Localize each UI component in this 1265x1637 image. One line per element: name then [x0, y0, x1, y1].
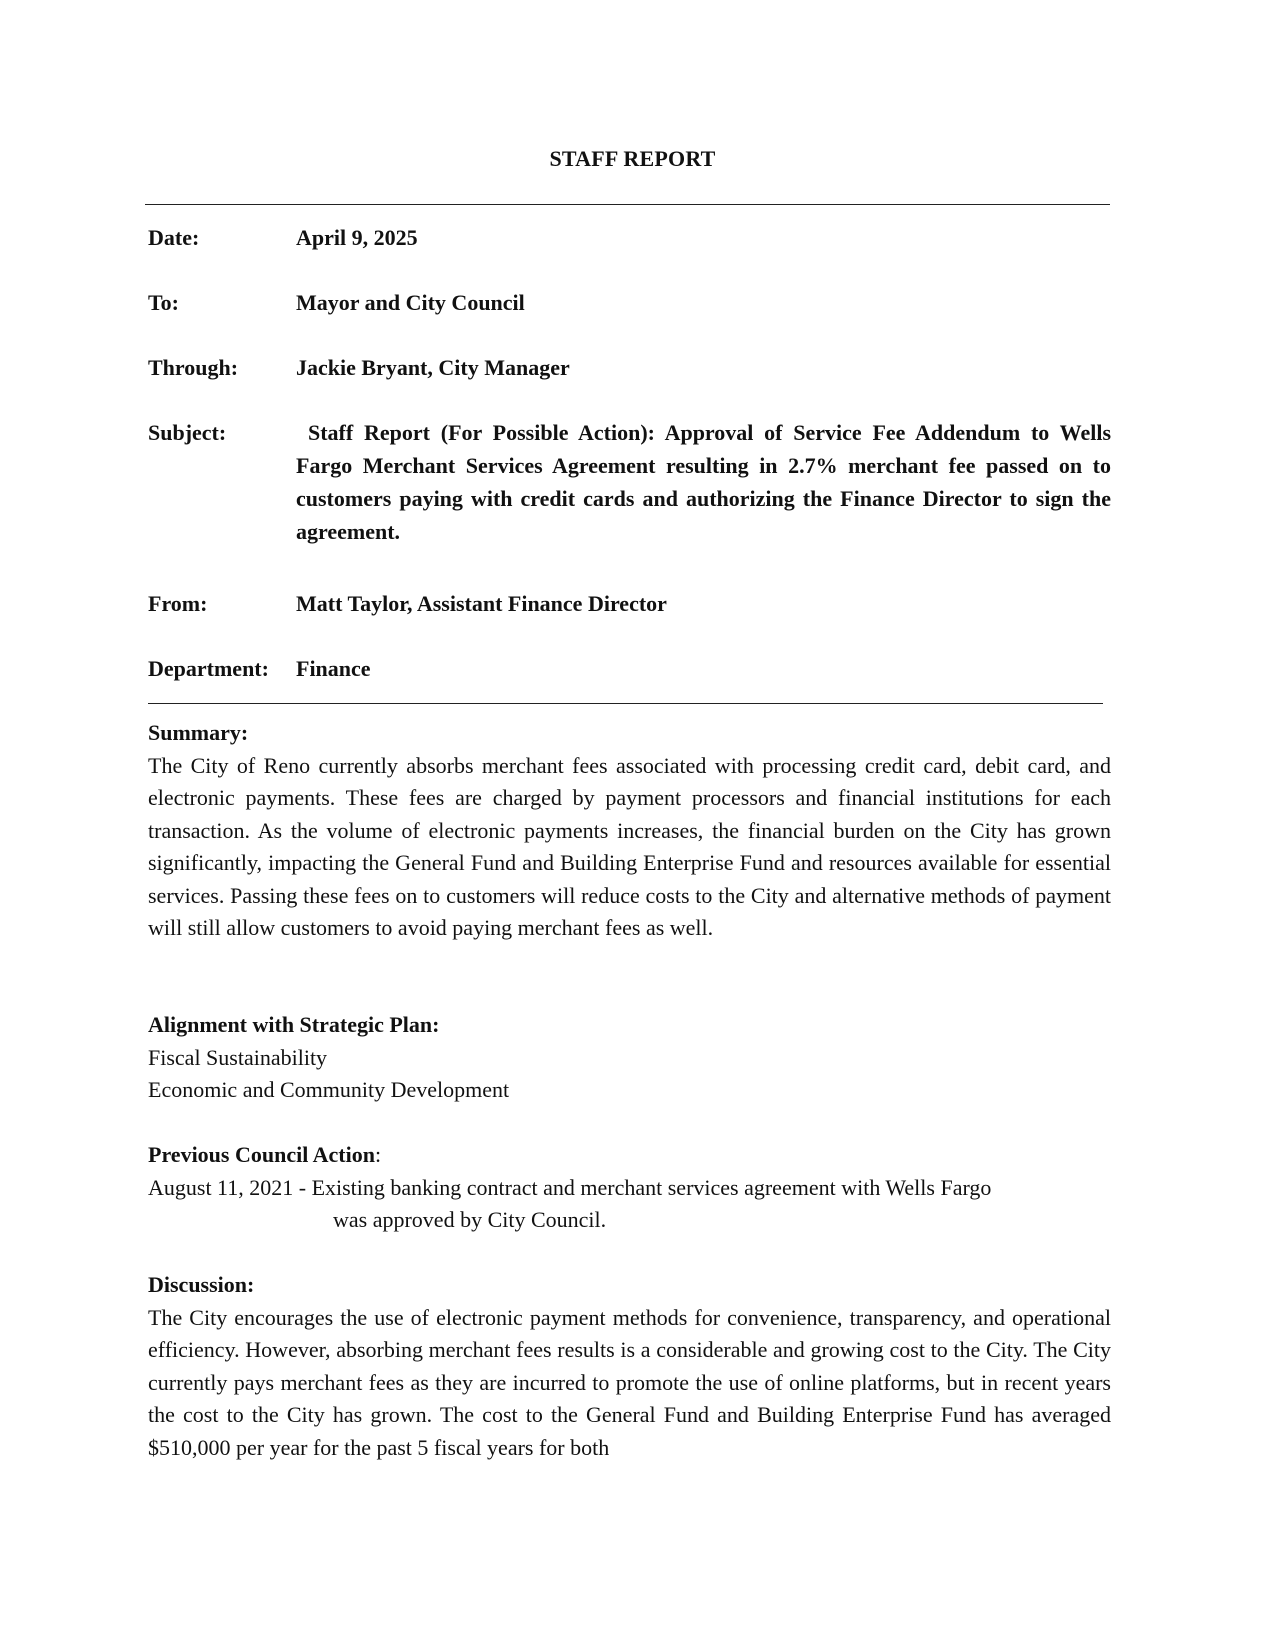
from-value: Matt Taylor, Assistant Finance Director — [296, 591, 667, 616]
previous-action-heading-text: Previous Council Action — [148, 1142, 375, 1167]
summary-heading: Summary: — [148, 720, 249, 745]
through-label: Through: — [148, 355, 239, 380]
strategic-plan-section — [148, 1009, 1111, 1107]
header-divider-top — [145, 204, 1110, 205]
previous-action-entry-line1: August 11, 2021 - Existing banking contract and merchant services agreement with Wells Fargo — [148, 1174, 992, 1200]
previous-action-heading-colon: : — [374, 1142, 382, 1167]
header-divider-bottom — [148, 703, 1103, 704]
department-label: Department: — [148, 656, 269, 681]
discussion-section — [148, 1269, 1111, 1464]
from-label: From: — [148, 591, 208, 616]
subject-value: Staff Report (For Possible Action): Approval of Service Fee Addendum to Wells Fargo Merchant Services Agreement resulting in 2.7% merchant fee passed on to customers paying with credit cards and authorizing the Finance Director to sign the agreement. — [296, 420, 1111, 544]
discussion-heading: Discussion: — [148, 1272, 255, 1297]
strategic-plan-item: Fiscal Sustainability — [148, 1044, 328, 1070]
discussion-text: The City encourages the use of electronic payment methods for convenience, transparency, and operational efficiency. However, absorbing merchant fees results is a considerable and growing cost to the City. The City currently pays merchant fees as they are incurred to promote the use of online platforms, but in recent years the cost to the City has grown. The cost to the General Fund and Building Enterprise Fund has averaged $510,000 per year for the past 5 fiscal years for both — [148, 1304, 1111, 1460]
previous-action-heading — [148, 1139, 1111, 1172]
strategic-plan-item: Economic and Community Development — [148, 1077, 510, 1102]
date-label: Date: — [148, 225, 200, 250]
to-value: Mayor and City Council — [296, 290, 525, 315]
through-value: Jackie Bryant, City Manager — [296, 355, 570, 380]
previous-action-section — [148, 1139, 1111, 1237]
to-label: To: — [148, 290, 179, 315]
summary-section — [148, 717, 1111, 945]
previous-action-entry-line2: was approved by City Council. — [333, 1207, 607, 1232]
summary-text: The City of Reno currently absorbs merchant fees associated with processing credit card, debit card, and electronic payments. These fees are charged by payment processors and financial institutions for each transaction. As the volume of electronic payments increases, the financial burden on the City has grown significantly, impacting the General Fund and Building Enterprise Fund and resources available for essential services. Passing these fees on to customers will reduce costs to the City and alternative methods of payment will still allow customers to avoid paying merchant fees as well. — [148, 752, 1111, 940]
report-title: STAFF REPORT — [549, 146, 716, 171]
subject-label: Subject: — [148, 420, 227, 445]
previous-action-entry — [148, 1172, 1111, 1237]
department-value: Finance — [296, 656, 371, 681]
strategic-plan-heading: Alignment with Strategic Plan: — [148, 1012, 440, 1037]
date-value: April 9, 2025 — [296, 225, 418, 250]
